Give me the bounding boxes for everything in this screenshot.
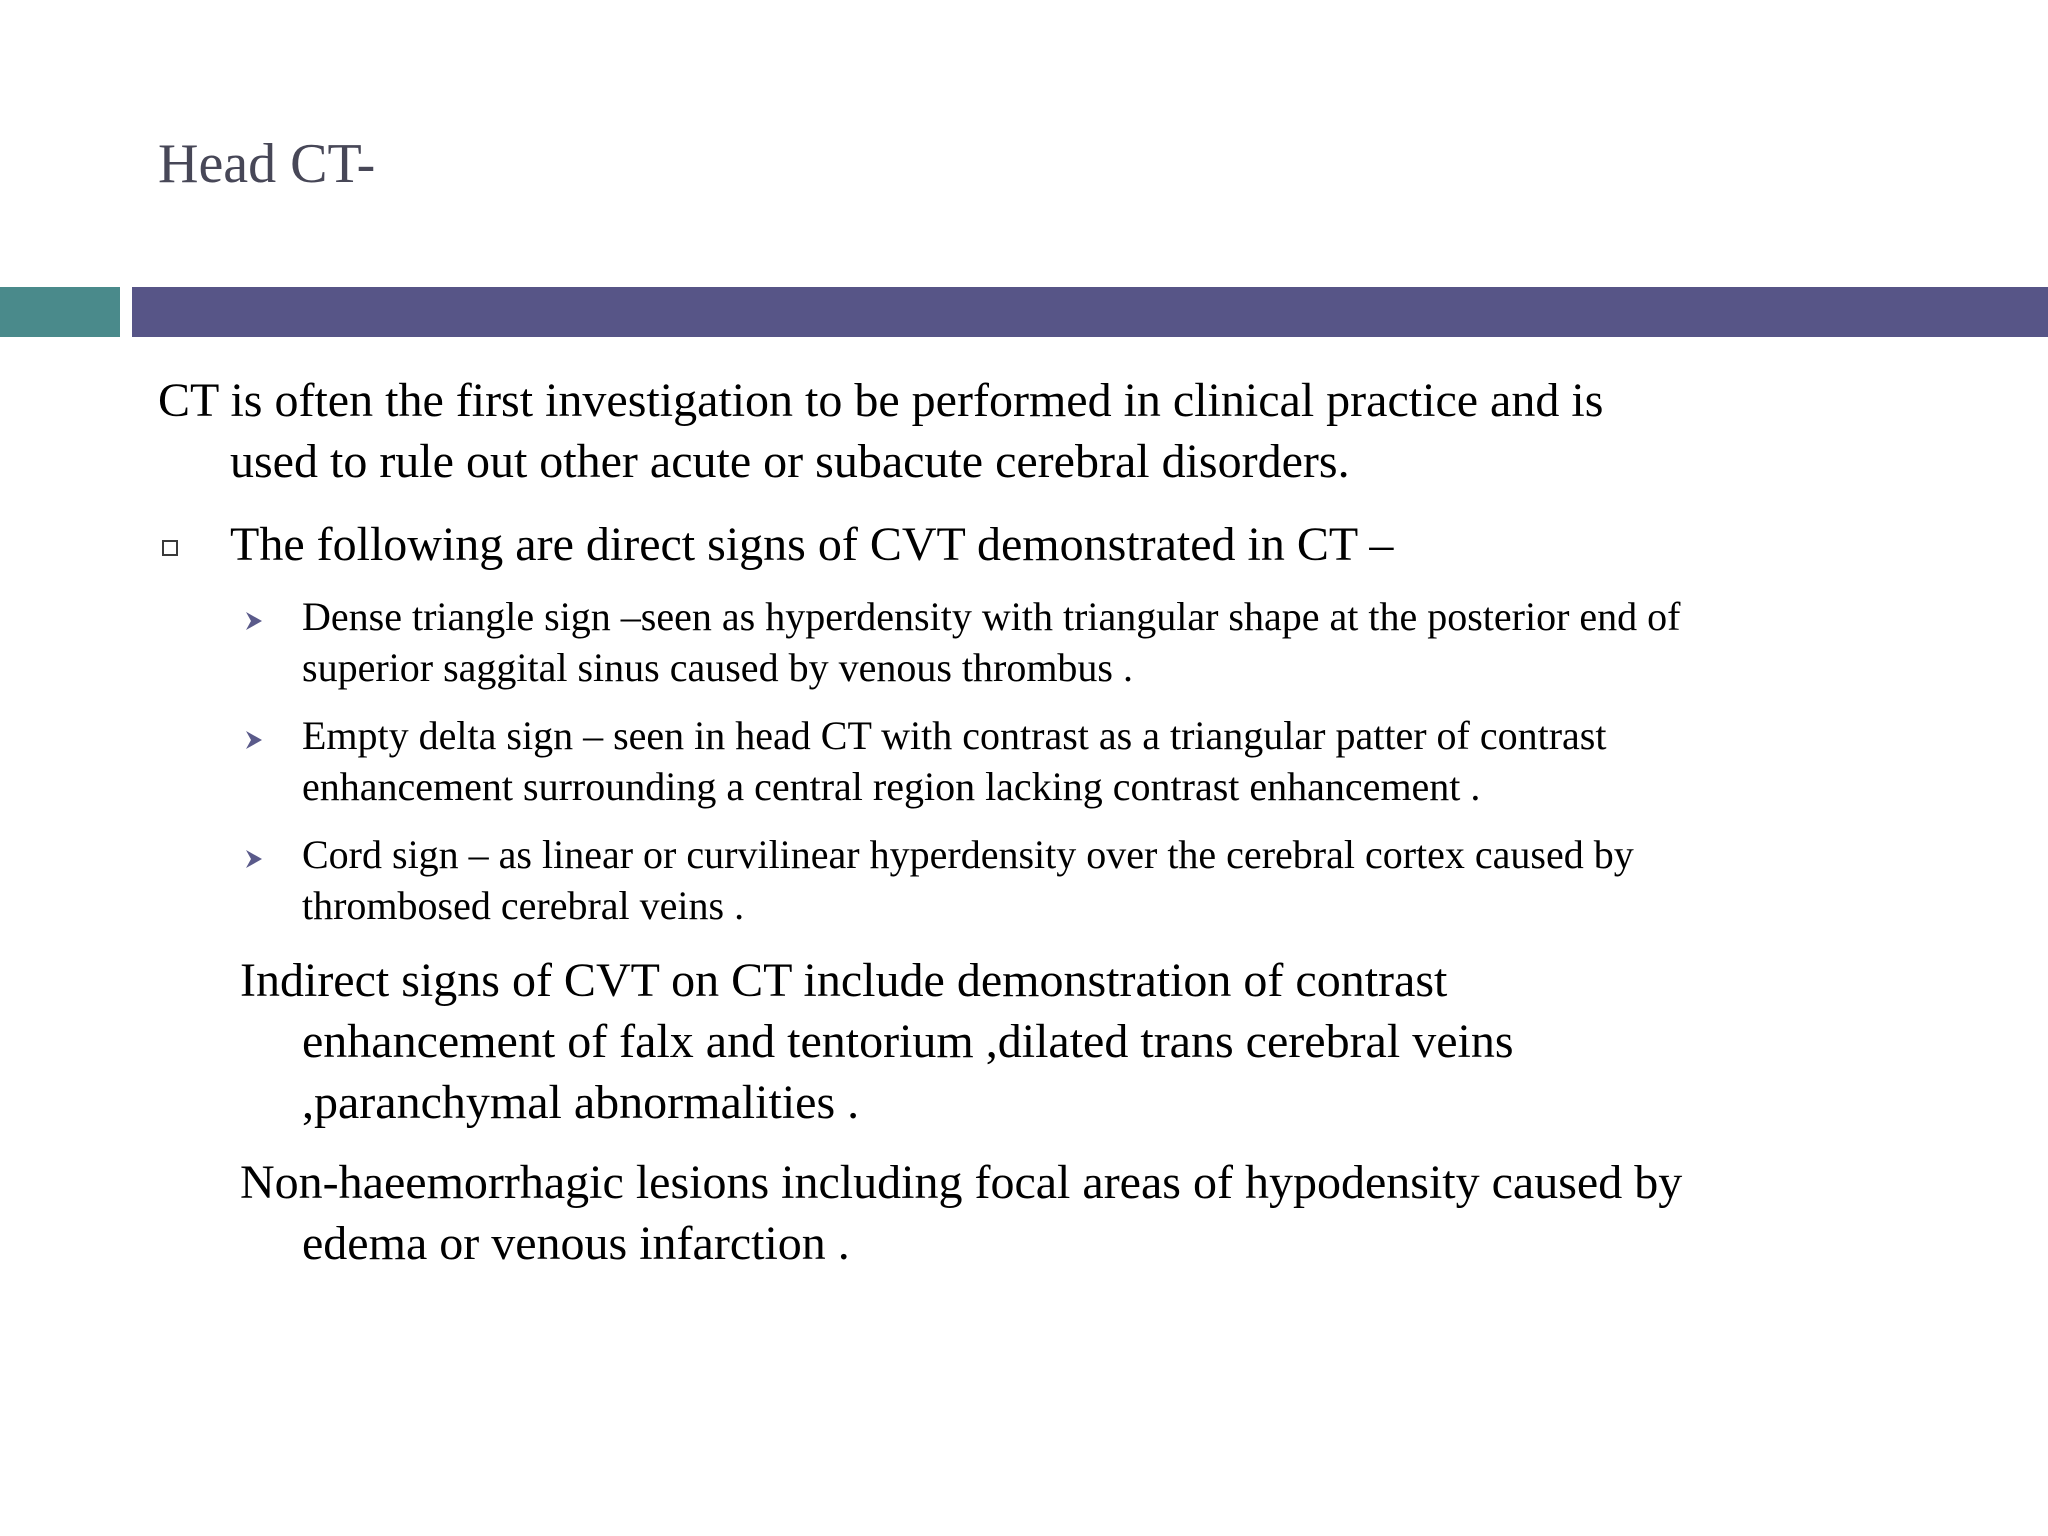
slide-title: Head CT- — [158, 133, 376, 195]
dense-triangle-line-2: superior saggital sinus caused by venous thrombus . — [302, 645, 1133, 690]
indirect-signs-line-1: Indirect signs of CVT on CT include demonstration of contrast — [240, 954, 1448, 1007]
indirect-signs-line-3: ,paranchymal abnormalities . — [302, 1076, 860, 1129]
square-bullet-icon — [162, 540, 178, 556]
arrow-bullet-icon — [244, 848, 264, 870]
accent-bar-purple — [132, 287, 2048, 337]
accent-bar-teal — [0, 287, 120, 337]
intro-line-1: CT is often the first investigation to be performed in clinical practice and is — [158, 374, 1604, 427]
dense-triangle-line-1: Dense triangle sign –seen as hyperdensity with triangular shape at the posterior end of — [302, 594, 1681, 639]
cord-sign-line-1: Cord sign – as linear or curvilinear hyperdensity over the cerebral cortex caused by — [302, 832, 1634, 877]
intro-line-2: used to rule out other acute or subacute cerebral disorders. — [230, 435, 1350, 488]
direct-signs-heading: The following are direct signs of CVT demonstrated in CT – — [230, 518, 1394, 571]
arrow-bullet-icon — [244, 610, 264, 632]
non-haemorrhagic-line-2: edema or venous infarction . — [302, 1217, 850, 1270]
indirect-signs-line-2: enhancement of falx and tentorium ,dilated trans cerebral veins — [302, 1015, 1514, 1068]
empty-delta-line-1: Empty delta sign – seen in head CT with contrast as a triangular patter of contrast — [302, 713, 1607, 758]
cord-sign-line-2: thrombosed cerebral veins . — [302, 883, 745, 928]
empty-delta-line-2: enhancement surrounding a central region lacking contrast enhancement . — [302, 764, 1481, 809]
non-haemorrhagic-line-1: Non-haeemorrhagic lesions including focal areas of hypodensity caused by — [240, 1156, 1683, 1209]
arrow-bullet-icon — [244, 729, 264, 751]
